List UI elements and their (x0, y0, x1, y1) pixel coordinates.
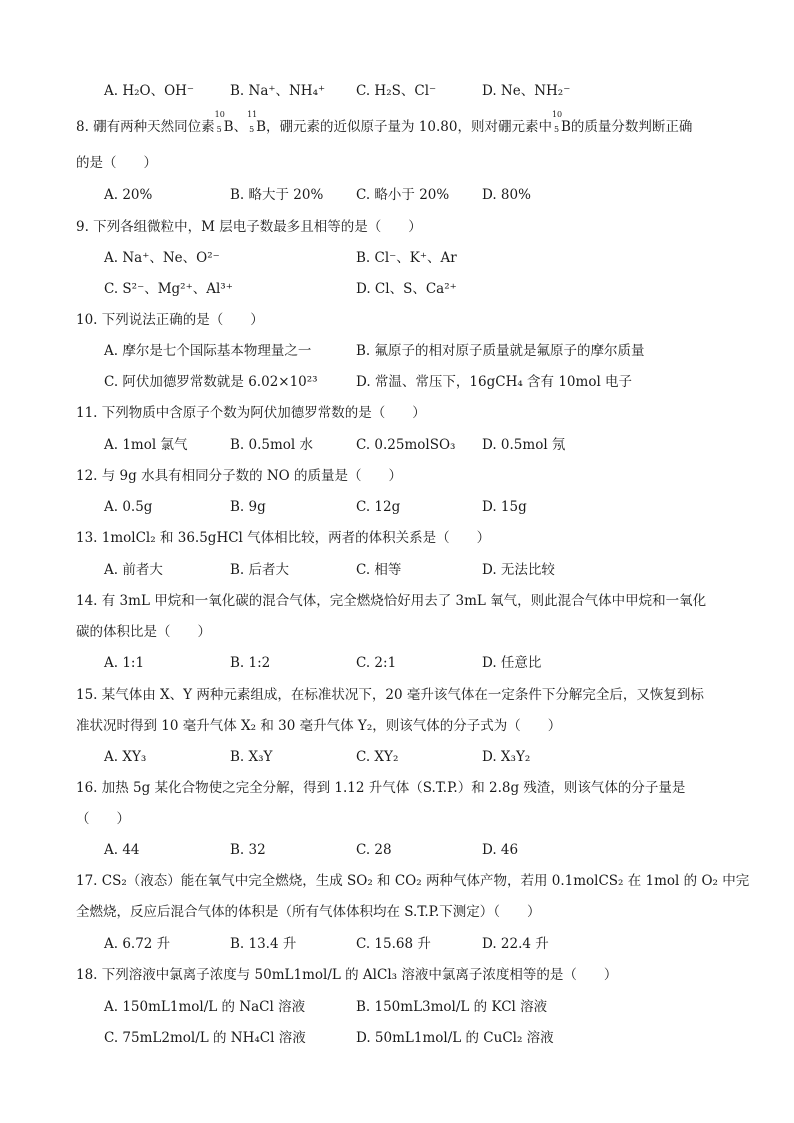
q12-options (104, 497, 734, 517)
q18-options-row-1 (104, 997, 734, 1017)
q10-options-row-1 (104, 341, 734, 361)
q9-options-row-2 (104, 279, 734, 299)
q11-option-c: C. 0.25molSO₃ (356, 437, 456, 453)
q7-options (104, 81, 734, 101)
q14-question-line-1: 14. 有 3mL 甲烷和一氧化碳的混合气体，完全燃烧恰好用去了 3mL 氧气，则此混合气体中甲烷和一氧化 (76, 593, 707, 609)
q13-option-c: C. 相等 (356, 562, 402, 578)
q12-option-b: B. 9g (230, 499, 266, 515)
q11-options (104, 435, 734, 455)
q11-question: 11. 下列物质中含原子个数为阿伏加德罗常数的是（ ） (76, 405, 426, 421)
q9-options-row-1 (104, 248, 734, 268)
q15-question-line-1: 15. 某气体由 X、Y 两种元素组成，在标准状况下，20 毫升该气体在一定条件下分解完全后，又恢复到标 (76, 687, 704, 703)
q11-option-d: D. 0.5mol 氖 (482, 437, 566, 453)
q12-option-d: D. 15g (482, 499, 527, 515)
q13-options (104, 560, 734, 580)
q10-question: 10. 下列说法正确的是（ ） (76, 312, 264, 328)
q7-option-b: B. Na⁺、NH₄⁺ (230, 83, 326, 99)
q17-question-line-2: 全燃烧，反应后混合气体的体积是（所有气体体积均在 S.T.P.下测定）（ ） (76, 904, 541, 920)
q17-option-c: C. 15.68 升 (356, 936, 431, 952)
q10-option-d: D. 常温、常压下，16gCH₄ 含有 10mol 电子 (356, 374, 633, 390)
q13-option-a: A. 前者大 (104, 562, 163, 578)
q7-option-c: C. H₂S、Cl⁻ (356, 83, 437, 99)
isotope-b10: 10 5 B (214, 110, 234, 135)
q12-option-c: C. 12g (356, 499, 401, 515)
q12-option-a: A. 0.5g (104, 499, 153, 515)
q17-options (104, 934, 734, 954)
q8-options (104, 185, 734, 205)
q8-question-line-2: 的是（ ） (76, 155, 157, 171)
q17-option-a: A. 6.72 升 (104, 936, 171, 952)
q13-option-b: B. 后者大 (230, 562, 290, 578)
q16-question-line-2: （ ） (76, 811, 130, 827)
q17-question-line-1: 17. CS₂（液态）能在氧气中完全燃烧，生成 SO₂ 和 CO₂ 两种气体产物，若用 0.1molCS₂ 在 1mol 的 O₂ 中完 (76, 873, 750, 889)
q7-option-d: D. Ne、NH₂⁻ (482, 83, 571, 99)
q15-option-a: A. XY₃ (104, 749, 147, 765)
q8-option-c: C. 略小于 20% (356, 187, 450, 203)
q18-option-b: B. 150mL3mol/L 的 KCl 溶液 (356, 999, 548, 1015)
q8-question-line-1: 8. 硼有两种天然同位素 10 5 B、 11 5 B，硼元素的近似原子量为 10.80，则对硼元素中 10 5 B的质量分数判断正确 (76, 110, 693, 135)
q10-options-row-2 (104, 372, 734, 392)
q8-option-b: B. 略大于 20% (230, 187, 324, 203)
q9-option-b: B. Cl⁻、K⁺、Ar (356, 250, 457, 266)
q16-option-b: B. 32 (230, 842, 266, 858)
q17-option-d: D. 22.4 升 (482, 936, 549, 952)
q15-option-d: D. X₃Y₂ (482, 749, 531, 765)
q14-option-c: C. 2:1 (356, 655, 397, 671)
q14-option-a: A. 1:1 (104, 655, 145, 671)
q13-option-d: D. 无法比较 (482, 562, 555, 578)
q10-option-b: B. 氟原子的相对原子质量就是氟原子的摩尔质量 (356, 343, 645, 359)
q14-options (104, 653, 734, 673)
q7-option-a: A. H₂O、OH⁻ (104, 83, 195, 99)
q16-options (104, 840, 734, 860)
q13-question: 13. 1molCl₂ 和 36.5gHCl 气体相比较，两者的体积关系是（ ） (76, 530, 491, 546)
q16-option-d: D. 46 (482, 842, 519, 858)
q18-option-a: A. 150mL1mol/L 的 NaCl 溶液 (104, 999, 306, 1015)
q18-option-d: D. 50mL1mol/L 的 CuCl₂ 溶液 (356, 1030, 554, 1046)
q14-option-b: B. 1:2 (230, 655, 271, 671)
q15-question-line-2: 准状况时得到 10 毫升气体 X₂ 和 30 毫升气体 Y₂，则该气体的分子式为（ ） (76, 718, 562, 734)
q15-option-b: B. X₃Y (230, 749, 273, 765)
q11-option-b: B. 0.5mol 水 (230, 437, 314, 453)
q9-option-c: C. S²⁻、Mg²⁺、Al³⁺ (104, 281, 233, 297)
q16-option-c: C. 28 (356, 842, 392, 858)
q16-option-a: A. 44 (104, 842, 140, 858)
q15-options (104, 747, 734, 767)
q18-options-row-2 (104, 1028, 734, 1048)
q16-question-line-1: 16. 加热 5g 某化合物使之完全分解，得到 1.12 升气体（S.T.P.）和 2.8g 残渣，则该气体的分子量是 (76, 780, 686, 796)
q17-option-b: B. 13.4 升 (230, 936, 297, 952)
q9-option-a: A. Na⁺、Ne、O²⁻ (104, 250, 220, 266)
q15-option-c: C. XY₂ (356, 749, 399, 765)
q9-option-d: D. Cl、S、Ca²⁺ (356, 281, 457, 297)
isotope-b11: 11 5 B (247, 110, 267, 135)
q10-option-a: A. 摩尔是七个国际基本物理量之一 (104, 343, 312, 359)
q18-option-c: C. 75mL2mol/L 的 NH₄Cl 溶液 (104, 1030, 306, 1046)
isotope-b10-ref: 10 5 B (551, 110, 571, 135)
q10-option-c: C. 阿伏加德罗常数就是 6.02×10²³ (104, 374, 318, 390)
q12-question: 12. 与 9g 水具有相同分子数的 NO 的质量是（ ） (76, 468, 403, 484)
q14-option-d: D. 任意比 (482, 655, 542, 671)
q11-option-a: A. 1mol 氯气 (104, 437, 188, 453)
q9-question: 9. 下列各组微粒中，M 层电子数最多且相等的是（ ） (76, 219, 422, 235)
q8-option-a: A. 20% (104, 187, 153, 203)
q18-question: 18. 下列溶液中氯离子浓度与 50mL1mol/L 的 AlCl₃ 溶液中氯离子浓度相等的是（ ） (76, 967, 618, 983)
q14-question-line-2: 碳的体积比是（ ） (76, 624, 211, 640)
q8-option-d: D. 80% (482, 187, 531, 203)
